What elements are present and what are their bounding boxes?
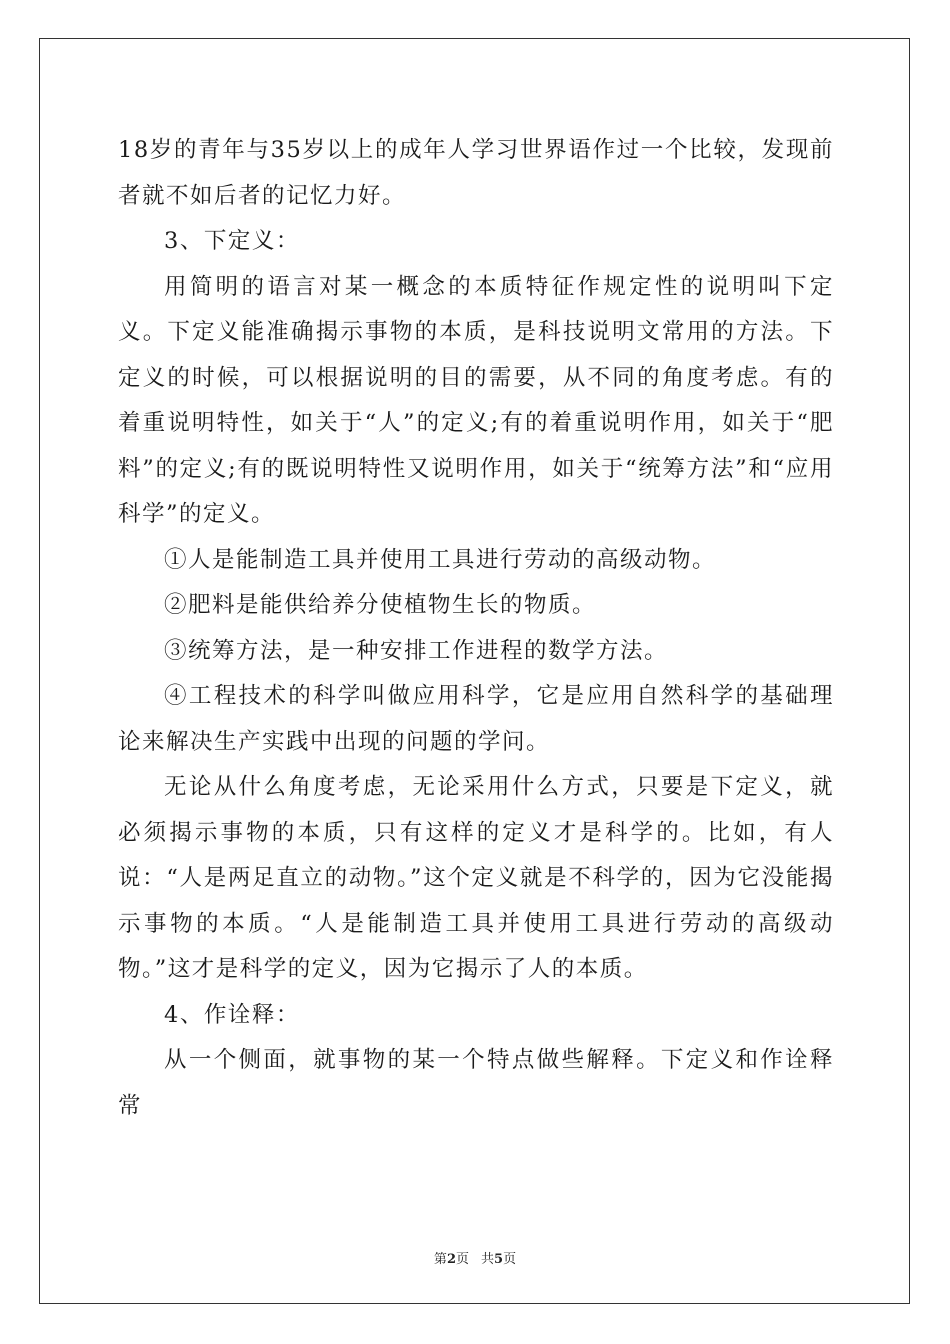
page-footer	[0, 1248, 950, 1267]
page-suffix: 页	[455, 1252, 469, 1267]
total-suffix: 页	[503, 1252, 517, 1267]
list-item: ②肥料是能供给养分使植物生长的物质。	[164, 592, 597, 618]
page-number: 2	[446, 1252, 456, 1267]
list-item: ③统筹方法，是一种安排工作进程的数学方法。	[164, 637, 669, 664]
list-item: ①人是能制造工具并使用工具进行劳动的高级动物。	[164, 546, 717, 573]
total-pages: 5	[494, 1252, 504, 1267]
paragraph: 用简明的语言对某一概念的本质特征作规定性的说明叫下定义。下定义能准确揭示事物的本质，是科技说明文常用的方法。下定义的时候，可以根据说明的目的需要，从不同的角度考虑。有的着重说明特性，如关于“人”的定义;有的着重说明作用，如关于“肥料”的定义;有的既说明特性又说明作用，如关于“统筹方法”和“应用科学”的定义。	[118, 273, 834, 527]
paragraph: 18岁的青年与35岁以上的成年人学习世界语作过一个比较，发现前者就不如后者的记忆力好。	[118, 137, 834, 209]
section-heading: 3、下定义：	[164, 228, 300, 254]
list-item: ④工程技术的科学叫做应用科学，它是应用自然科学的基础理论来解决生产实践中出现的问题的学问。	[118, 683, 834, 755]
document-body	[118, 128, 834, 1129]
page-prefix: 第	[433, 1252, 447, 1267]
paragraph: 无论从什么角度考虑，无论采用什么方式，只要是下定义，就必须揭示事物的本质，只有这样的定义才是科学的。比如，有人说：“人是两足直立的动物。”这个定义就是不科学的，因为它没能揭示事物的本质。“人是能制造工具并使用工具进行劳动的高级动物。”这才是科学的定义，因为它揭示了人的本质。	[118, 774, 834, 982]
total-prefix: 共	[481, 1252, 495, 1267]
paragraph: 从一个侧面，就事物的某一个特点做些解释。下定义和作诠释常	[118, 1047, 834, 1119]
section-heading: 4、作诠释：	[164, 1001, 300, 1028]
